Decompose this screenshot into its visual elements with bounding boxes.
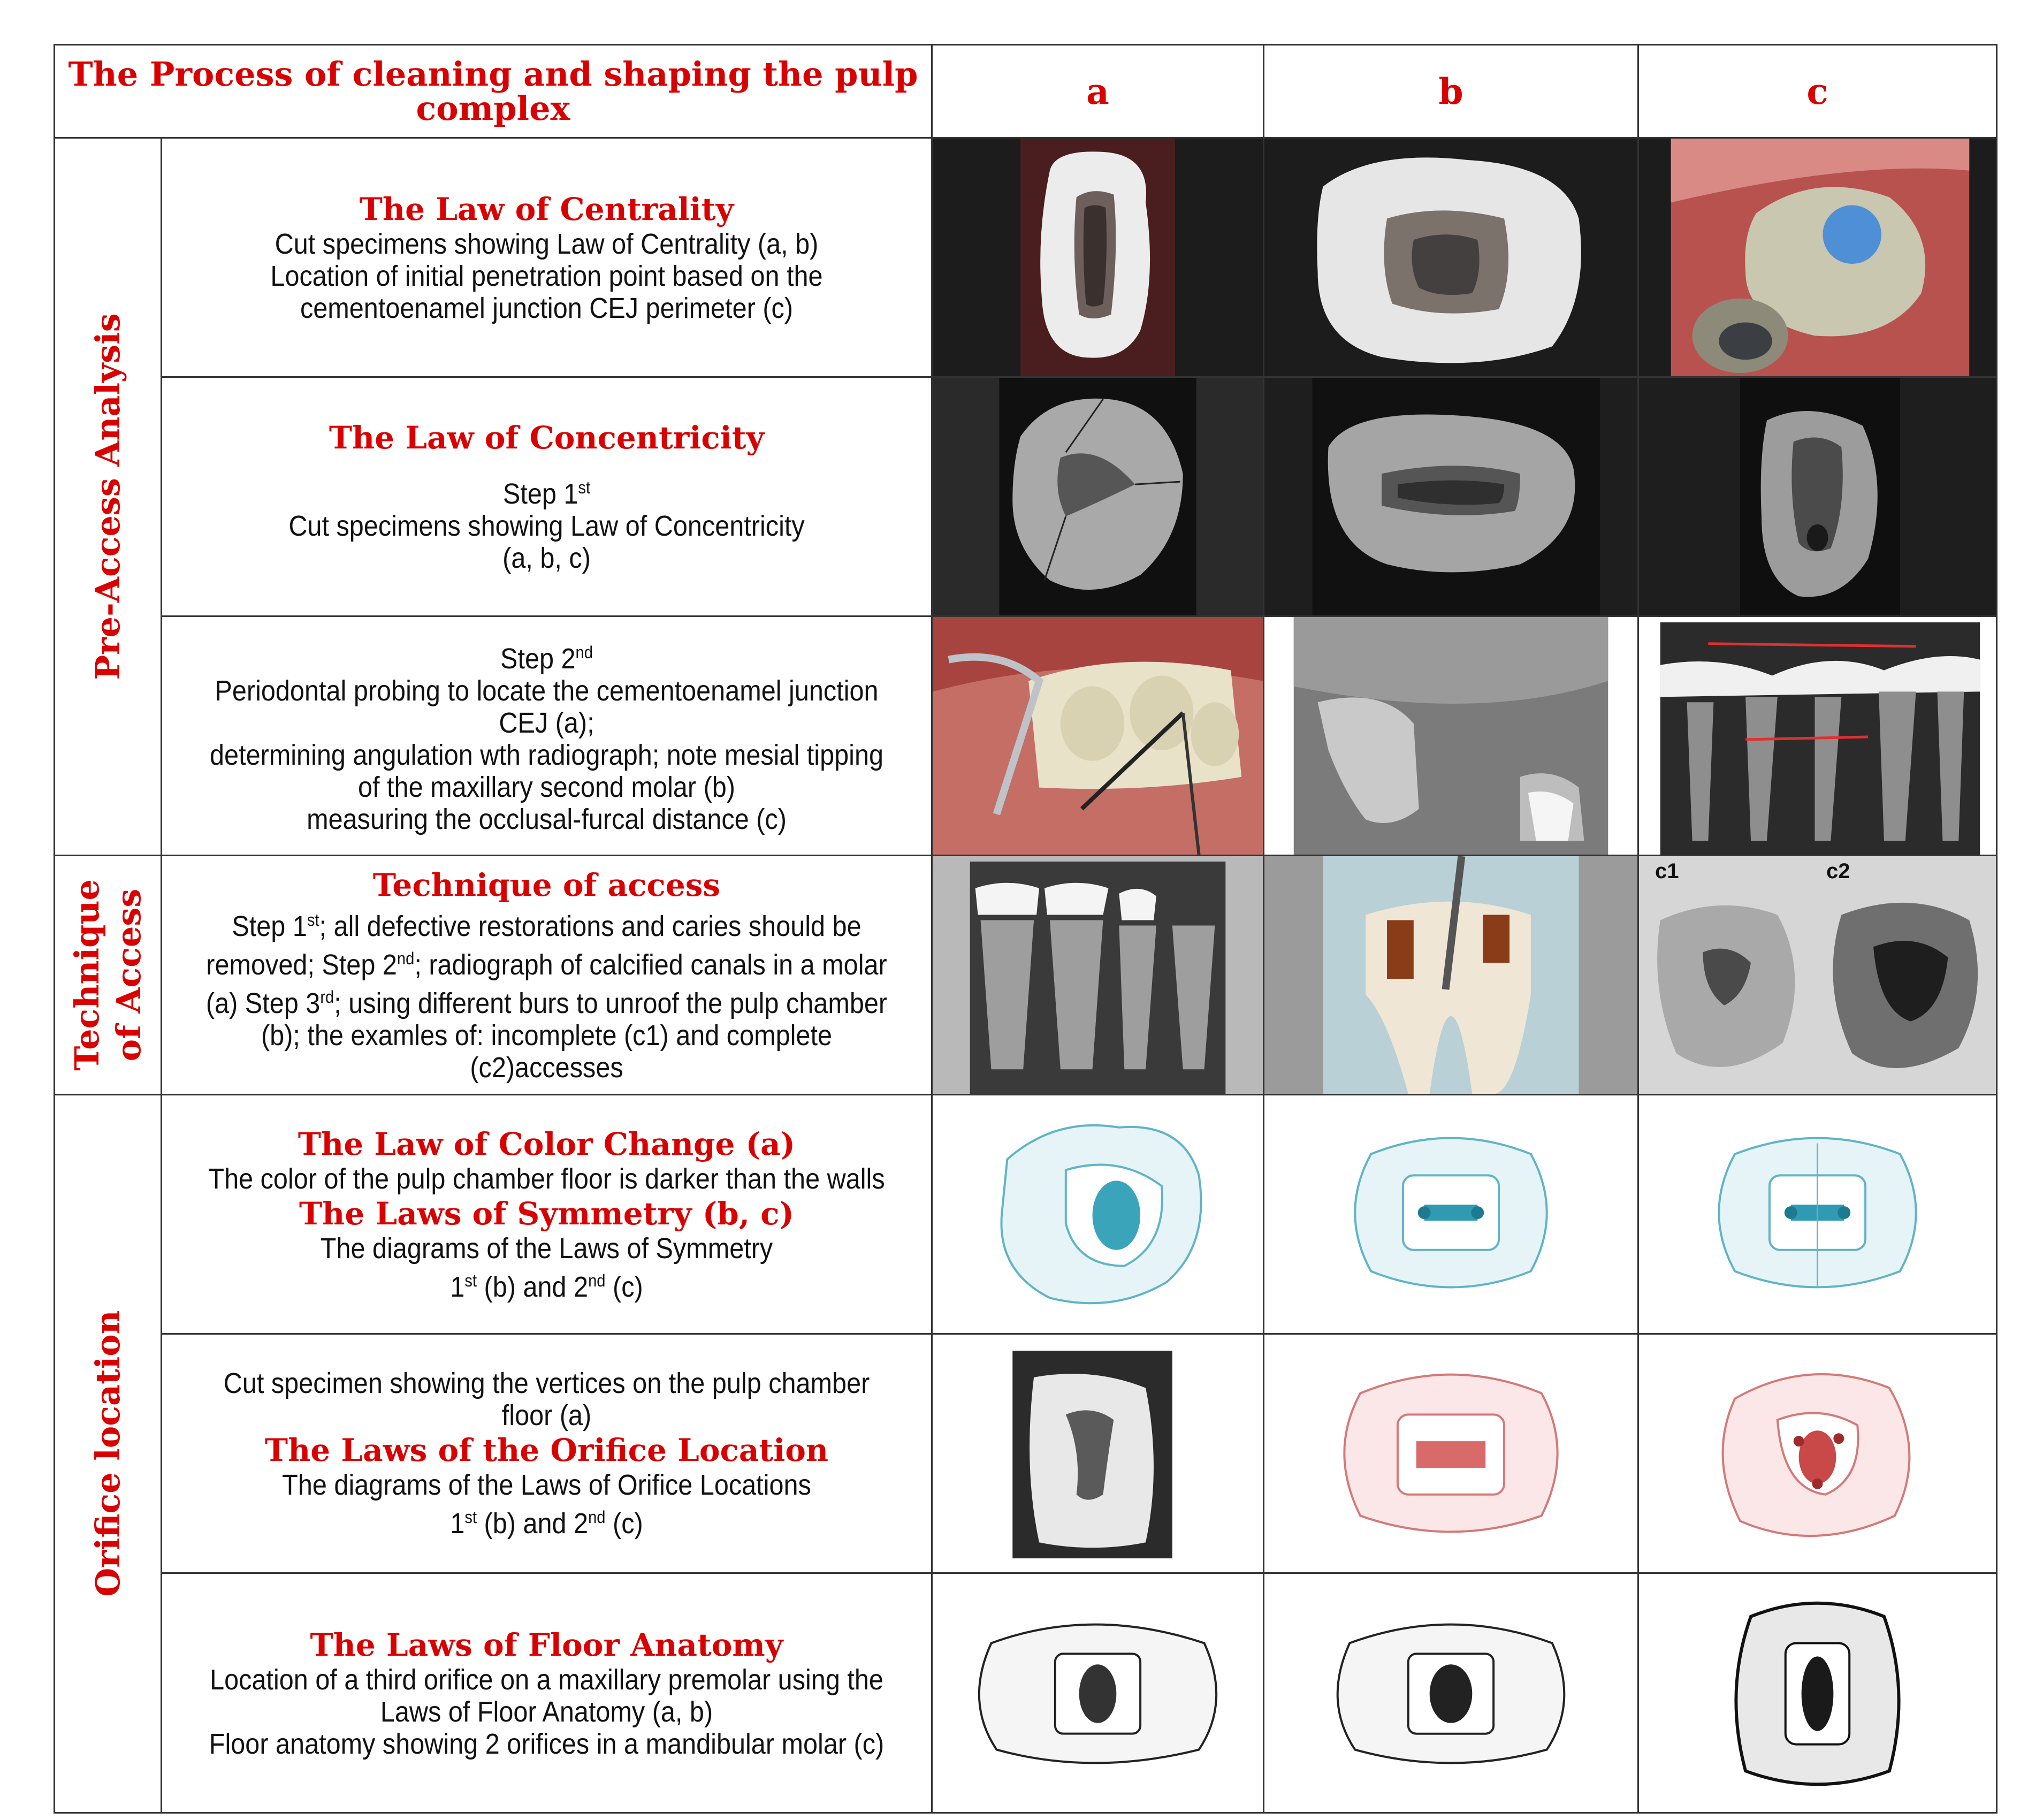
desc-color-symmetry xyxy=(162,1095,932,1334)
image-floor-c xyxy=(1638,1573,1997,1813)
tooth-diagram-image xyxy=(1264,1095,1637,1333)
radiograph-image xyxy=(1639,617,1996,855)
section-label-technique: Technique of Access xyxy=(67,879,148,1071)
clinical-photo-image xyxy=(1639,139,1996,376)
column-header-c: c xyxy=(1638,45,1997,138)
clinical-photo-image xyxy=(933,617,1263,855)
tooth-diagram-image xyxy=(1639,1335,1996,1572)
figure-table-container xyxy=(54,44,1996,1810)
orifice-line1: Cut specimen showing the vertices on the pulp chamber floor (a) xyxy=(223,1367,870,1432)
cut-specimen-image xyxy=(933,378,1263,615)
image-centrality-b xyxy=(1264,138,1638,377)
label-c1: c1 xyxy=(1655,859,1679,884)
cut-specimen-image xyxy=(933,1335,1263,1572)
step2-line3: measuring the occlusal-furcal distance (c) xyxy=(307,803,787,836)
law-centrality-title: The Law of Centrality xyxy=(359,191,734,228)
row-color-symmetry xyxy=(55,1095,1997,1334)
tooth-diagram-image xyxy=(1264,1574,1637,1811)
desc-access xyxy=(162,856,932,1095)
color-line1: The color of the pulp chamber floor is darker than the walls xyxy=(208,1163,885,1195)
access-text: Step 1st; all defective restorations and caries should be removed; Step 2nd; radiograph of calcified canals in a molar (a) Step 3rd; using different burs to unroof the pulp chamber (b); the examles of: incomplete (c1) and complete (c2)accesses xyxy=(205,910,888,1084)
symmetry-line2: 1st (b) and 2nd (c) xyxy=(450,1271,643,1304)
label-c2: c2 xyxy=(1826,859,1850,884)
tooth-diagram-image xyxy=(1264,1335,1637,1572)
radiograph-image xyxy=(933,856,1263,1094)
desc-centrality xyxy=(162,138,932,377)
centrality-line1: Cut specimens showing Law of Centrality (a, b) xyxy=(275,228,819,261)
column-header-a: a xyxy=(932,45,1264,138)
image-symmetry-b xyxy=(1264,1095,1638,1334)
orifice-line3: 1st (b) and 2nd (c) xyxy=(450,1507,643,1540)
image-access-a xyxy=(932,856,1264,1095)
tooth-diagram-image xyxy=(933,1095,1263,1333)
cut-specimen-image xyxy=(1264,378,1637,615)
law-concentricity-title: The Law of Concentricity xyxy=(329,420,765,456)
image-centrality-c xyxy=(1638,138,1997,377)
figure-table xyxy=(54,44,1997,1814)
image-color-a xyxy=(932,1095,1264,1334)
law-floor-anatomy-title: The Laws of Floor Anatomy xyxy=(310,1626,783,1663)
image-orifice-a xyxy=(932,1334,1264,1573)
centrality-line2: Location of initial penetration point based on the cementoenamel junction CEJ perimeter (c) xyxy=(270,260,823,325)
concentricity-line2: (a, b, c) xyxy=(502,542,591,575)
image-centrality-a xyxy=(932,138,1264,377)
table-title: The Process of cleaning and shaping the pulp complex xyxy=(55,45,932,138)
image-floor-a xyxy=(932,1573,1264,1813)
floor-line2: Floor anatomy showing 2 orifices in a mandibular molar (c) xyxy=(209,1727,885,1760)
image-orifice-b xyxy=(1264,1334,1638,1573)
row-floor-anatomy xyxy=(55,1573,1997,1813)
image-access-c xyxy=(1638,856,1997,1095)
image-concentricity-b xyxy=(1264,377,1638,616)
image-step2-b xyxy=(1264,616,1638,856)
desc-concentricity xyxy=(162,377,932,616)
concentricity-step: Step 1st xyxy=(502,478,591,511)
row-step2 xyxy=(55,616,1997,856)
section-orifice xyxy=(55,1095,162,1813)
law-color-change-title: The Law of Color Change (a) xyxy=(298,1126,796,1163)
section-technique xyxy=(55,856,162,1095)
image-step2-c xyxy=(1638,616,1997,856)
row-centrality xyxy=(55,138,1997,377)
step2-step: Step 2nd xyxy=(500,643,593,675)
law-symmetry-title: The Laws of Symmetry (b, c) xyxy=(299,1195,794,1232)
row-orifice-location xyxy=(55,1334,1997,1573)
image-orifice-c xyxy=(1638,1334,1997,1573)
image-concentricity-c xyxy=(1638,377,1997,616)
desc-orifice-location xyxy=(162,1334,932,1573)
image-access-b xyxy=(1264,856,1638,1095)
step2-line2: determining angulation wth radiograph; note mesial tipping of the maxillary second molar (b) xyxy=(210,739,884,804)
section-label-pre-access: Pre-Access Analysis xyxy=(88,313,127,680)
column-header-b: b xyxy=(1264,45,1638,138)
desc-step2 xyxy=(162,616,932,856)
cut-specimen-image xyxy=(1639,378,1996,615)
law-access-title: Technique of access xyxy=(372,867,721,904)
tooth-diagram-image xyxy=(1639,1095,1996,1333)
radiograph-image xyxy=(1264,617,1637,855)
cut-tooth-photo-image xyxy=(1264,856,1637,1094)
image-floor-b xyxy=(1264,1573,1638,1813)
image-concentricity-a xyxy=(932,377,1264,616)
section-pre-access xyxy=(55,138,162,856)
floor-line1: Location of a third orifice on a maxillary premolar using the Laws of Floor Anatomy (a, b) xyxy=(210,1663,883,1728)
step2-line1: Periodontal probing to locate the cementoenamel junction CEJ (a); xyxy=(215,675,879,740)
desc-floor-anatomy xyxy=(162,1573,932,1813)
symmetry-line1: The diagrams of the Laws of Symmetry xyxy=(320,1232,773,1265)
concentricity-line1: Cut specimens showing Law of Concentricity xyxy=(288,510,805,543)
row-concentricity xyxy=(55,377,1997,616)
tooth-diagram-image xyxy=(933,1574,1263,1811)
cut-specimen-image xyxy=(933,139,1263,376)
row-access xyxy=(55,856,1997,1095)
section-label-orifice: Orifice location xyxy=(88,1310,127,1597)
access-examples-image xyxy=(1639,856,1996,1094)
header-row xyxy=(55,45,1997,138)
tooth-diagram-image xyxy=(1639,1574,1996,1811)
image-step2-a xyxy=(932,616,1264,856)
cut-specimen-image xyxy=(1264,139,1637,376)
orifice-line2: The diagrams of the Laws of Orifice Locations xyxy=(282,1469,811,1502)
image-symmetry-c xyxy=(1638,1095,1997,1334)
law-orifice-location-title: The Laws of the Orifice Location xyxy=(264,1432,829,1469)
